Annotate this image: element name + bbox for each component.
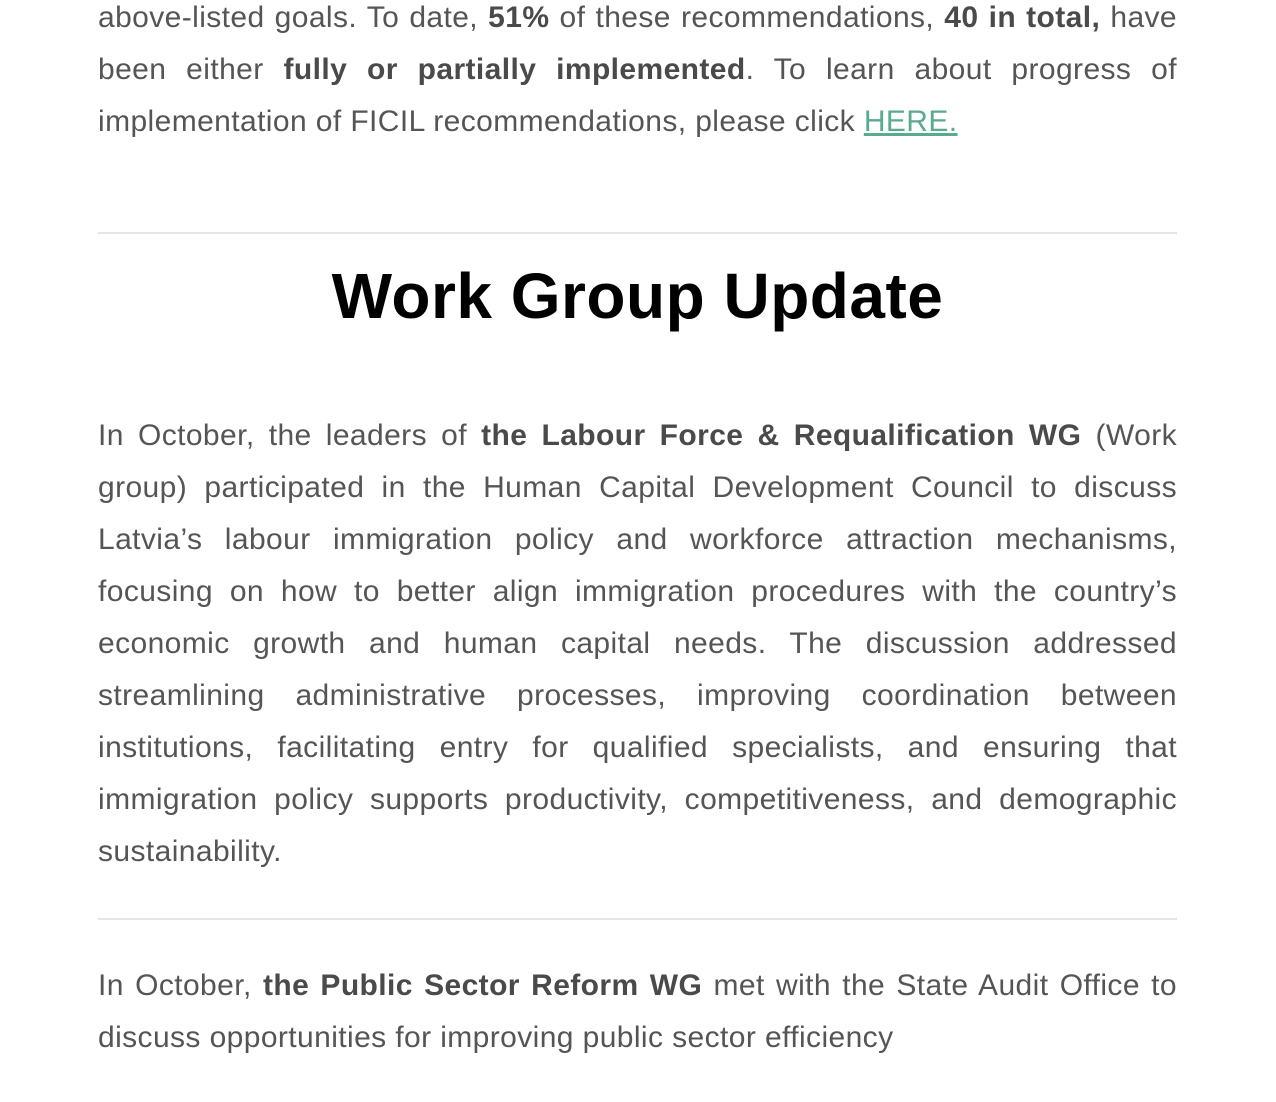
intro-text-1: above-listed goals. To date, (98, 1, 489, 34)
public-sector-paragraph (98, 960, 1177, 1064)
public-wg-name: the Public Sector Reform WG (262, 969, 703, 1002)
here-link[interactable]: HERE. (863, 105, 958, 138)
public-text-2: met with the State Audit Office to discuss opportunities for improving public sector efficiency (98, 969, 1177, 1054)
labour-text-1: In October, the leaders of (98, 419, 482, 452)
labour-force-paragraph (98, 410, 1177, 878)
public-text-1: In October, (98, 969, 263, 1002)
page-title: Work Group Update (331, 260, 944, 332)
count-highlight: 40 in total, (944, 1, 1101, 34)
implementation-paragraph (98, 0, 1177, 148)
section-divider-top (98, 232, 1177, 234)
intro-text-3: have been either (98, 1, 1178, 86)
intro-text-2: of these recommendations, (549, 1, 945, 34)
labour-text-2: (Work group) participated in the Human Capital Development Council to discuss Latvia’s labour immigration policy and workforce attraction mechanisms, focusing on how to better align immigration procedures with the country’s economic growth and human capital needs. The discussion addressed streamlining administrative processes, improving coordination between institutions, facilitating entry for qualified specialists, and ensuring that immigration policy supports productivity, competitiveness, and demographic sustainability. (98, 419, 1177, 868)
section-divider-middle (98, 918, 1177, 920)
percentage-highlight: 51% (488, 1, 550, 34)
labour-wg-name: the Labour Force & Requalification WG (481, 419, 1082, 452)
implemented-highlight: fully or partially implemented (283, 53, 746, 86)
intro-text-4: . To learn about progress of implementation of FICIL recommendations, please click (98, 53, 1177, 138)
newsletter-content (98, 0, 1177, 1064)
